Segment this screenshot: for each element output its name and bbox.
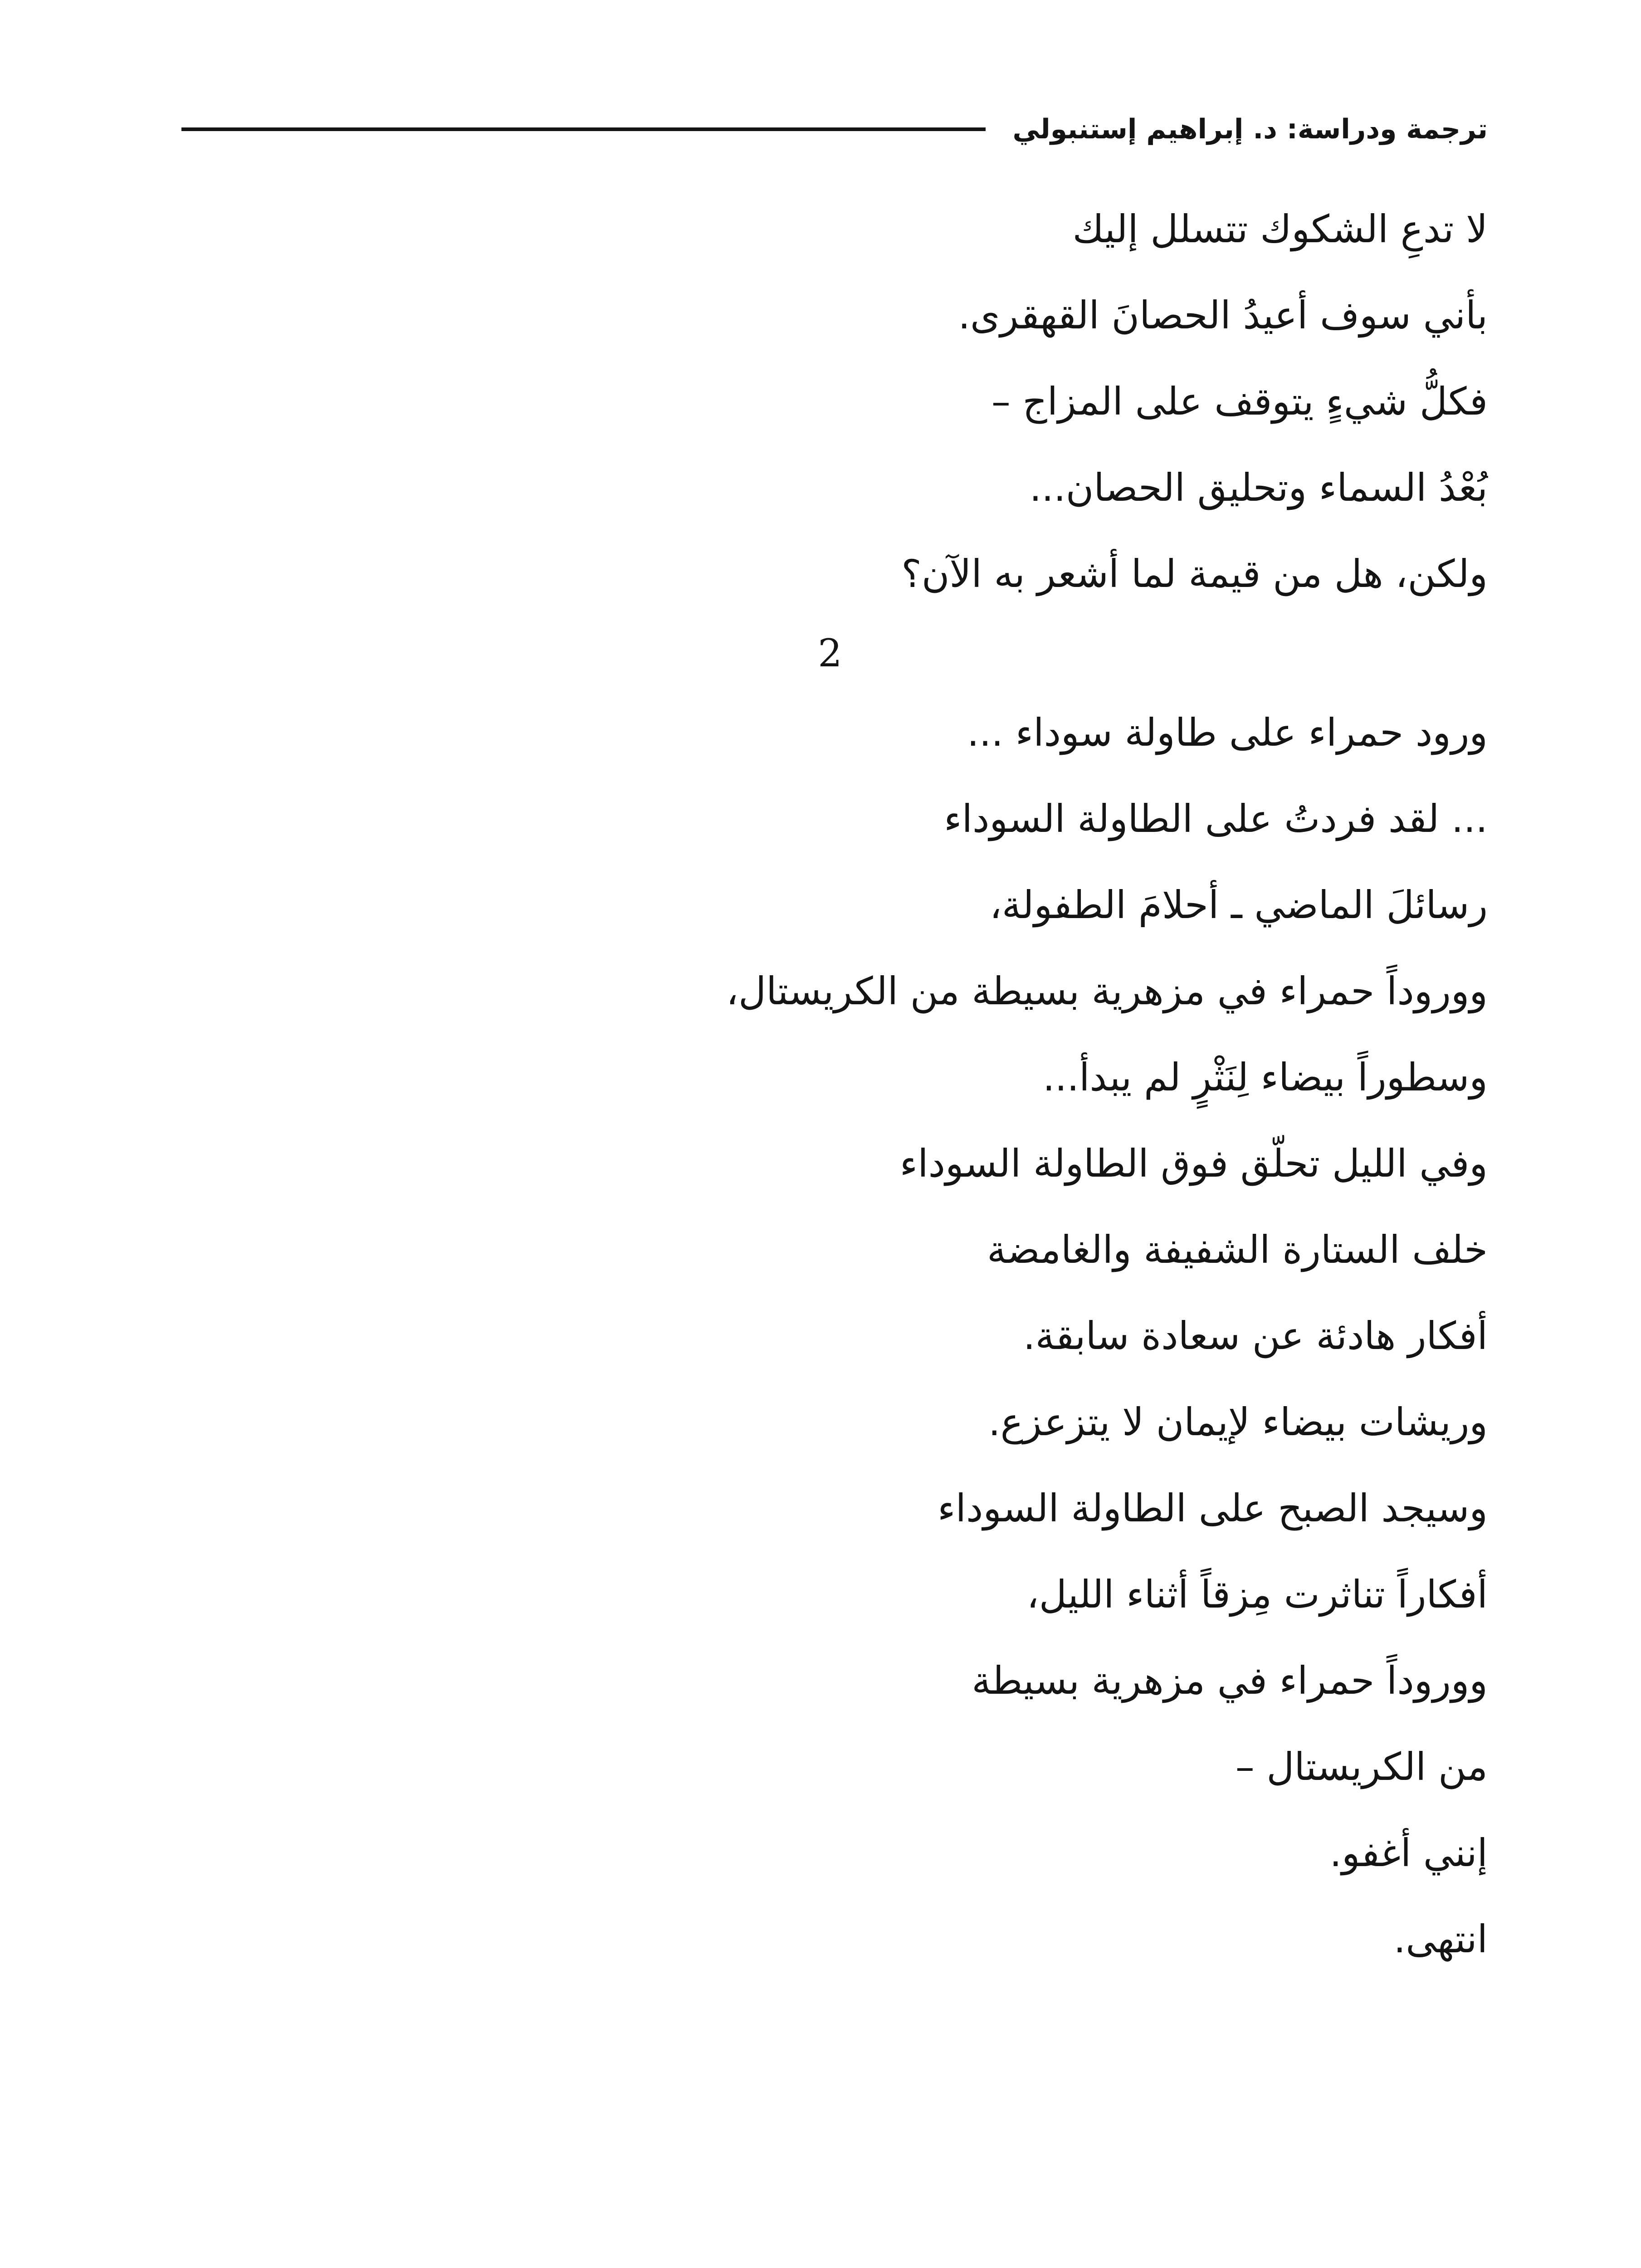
poem-line: لا تدعِ الشكوك تتسلل إليك [1072,207,1488,251]
poem-line: رسائلَ الماضي ـ أحلامَ الطفولة، [989,883,1488,927]
poem-line: بُعْدُ السماء وتحليق الحصان... [1029,465,1488,510]
poem-line: ووروداً حمراء في مزهرية بسيطة [972,1658,1488,1703]
poem-line: إنني أغفو. [1329,1831,1488,1875]
poem-line: انتهى. [1393,1917,1488,1961]
poem-line: فكلُّ شيءٍ يتوقف على المزاج – [991,379,1488,424]
poem-line: وفي الليل تحلّق فوق الطاولة السوداء [899,1141,1488,1186]
poem-line: ووروداً حمراء في مزهرية بسيطة من الكريستال، [726,969,1488,1013]
poem-line: وسطوراً بيضاء لِنَثْرٍ لم يبدأ... [1042,1055,1488,1100]
poem-line: أفكاراً تناثرت مِزقاً أثناء الليل، [1026,1572,1488,1617]
header-rule [181,127,986,131]
poem-line: ولكن، هل من قيمة لما أشعر به الآن؟ [901,552,1488,596]
poem-line: خلف الستارة الشفيفة والغامضة [987,1227,1488,1272]
section-number: 2 [818,631,842,675]
poem-line: من الكريستال – [1235,1745,1488,1789]
header-title: ترجمة ودراسة: د. إبراهيم إستنبولي [1012,113,1488,145]
poem-section-2 [544,689,1488,1982]
poem-line: ورود حمراء على طاولة سوداء ... [967,710,1488,755]
poem-line: وسيجد الصبح على الطاولة السوداء [938,1486,1488,1530]
poem-line: ... لقد فردتُ على الطاولة السوداء [944,797,1488,841]
poem-line: أفكار هادئة عن سعادة سابقة. [1023,1314,1488,1358]
poem-section-1 [544,186,1488,617]
running-header [181,104,1488,154]
poem-line: بأني سوف أعيدُ الحصانَ القهقرى. [958,293,1488,337]
poem-line: وريشات بيضاء لإيمان لا يتزعزع. [988,1400,1488,1444]
